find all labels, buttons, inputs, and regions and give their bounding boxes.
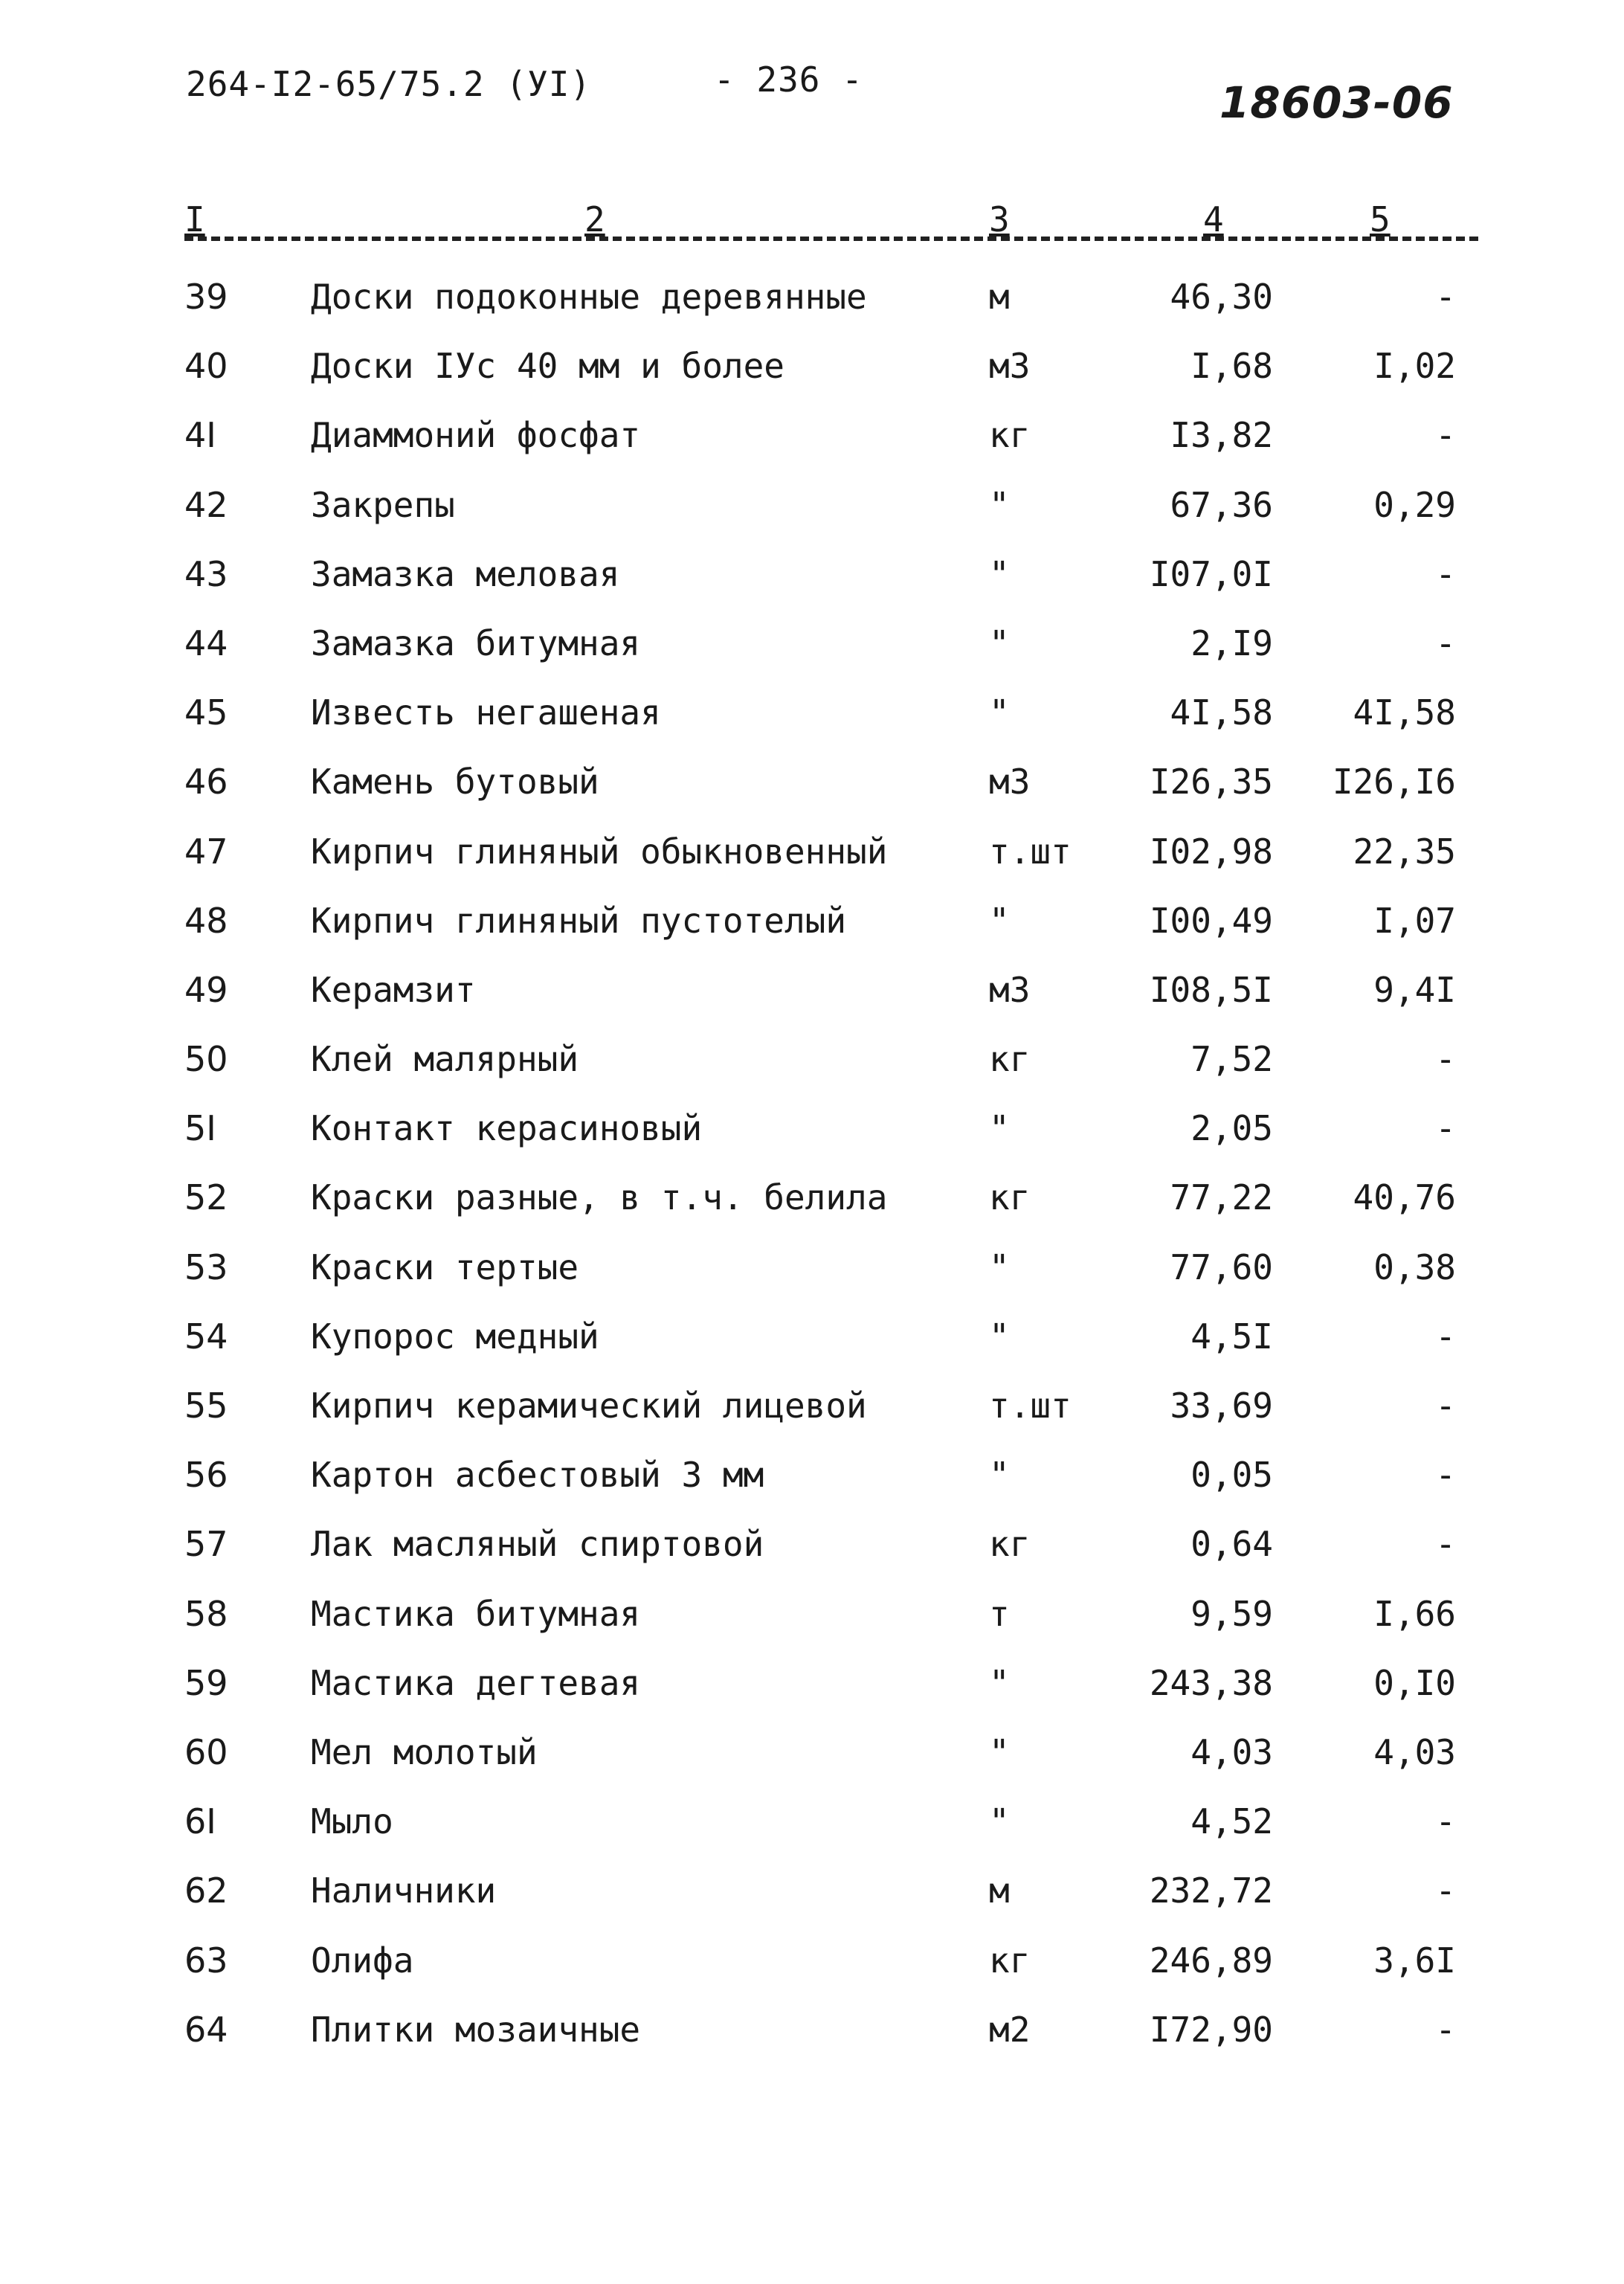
quantity-total: I00,49 bbox=[1149, 900, 1273, 941]
quantity-col5: - bbox=[1435, 415, 1456, 456]
unit: т.шт bbox=[989, 831, 1072, 872]
column-header-5: 5 bbox=[1370, 199, 1391, 239]
material-name: Наличники bbox=[311, 1870, 497, 1911]
quantity-total: 4I,58 bbox=[1170, 692, 1273, 733]
quantity-total: 67,36 bbox=[1170, 484, 1273, 525]
quantity-col5: 3,6I bbox=[1373, 1940, 1456, 1981]
material-name: Мыло bbox=[311, 1801, 393, 1842]
table-row bbox=[0, 1801, 1624, 1870]
material-name: Мастика битумная bbox=[311, 1593, 641, 1634]
table-row bbox=[0, 1455, 1624, 1524]
unit: " bbox=[989, 484, 1010, 525]
row-number: 50 bbox=[184, 1039, 228, 1080]
table-row bbox=[0, 831, 1624, 901]
row-number: 57 bbox=[184, 1524, 228, 1565]
unit: кг bbox=[989, 1940, 1031, 1981]
quantity-col5: - bbox=[1435, 1108, 1456, 1149]
table-row bbox=[0, 554, 1624, 623]
unit: " bbox=[989, 1662, 1010, 1703]
quantity-total: I,68 bbox=[1190, 346, 1273, 387]
unit: кг bbox=[989, 415, 1031, 456]
quantity-total: 0,05 bbox=[1190, 1455, 1273, 1496]
material-name: Доски подоконные деревянные bbox=[311, 277, 867, 317]
quantity-total: 46,30 bbox=[1170, 277, 1273, 317]
unit: " bbox=[989, 553, 1010, 594]
unit: кг bbox=[989, 1039, 1031, 1080]
quantity-total: 7,52 bbox=[1190, 1039, 1273, 1080]
unit: кг bbox=[989, 1524, 1031, 1565]
table-row bbox=[0, 1524, 1624, 1593]
material-name: Известь негашеная bbox=[311, 692, 661, 733]
row-number: 39 bbox=[184, 277, 228, 317]
quantity-col5: - bbox=[1435, 277, 1456, 317]
row-number: 55 bbox=[184, 1386, 228, 1426]
table-row bbox=[0, 277, 1624, 346]
material-name: Лак масляный спиртовой bbox=[311, 1524, 764, 1565]
quantity-col5: - bbox=[1435, 1039, 1456, 1080]
quantity-total: I07,0I bbox=[1149, 553, 1273, 594]
quantity-total: 33,69 bbox=[1170, 1386, 1273, 1426]
quantity-col5: - bbox=[1435, 1455, 1456, 1496]
table-row bbox=[0, 692, 1624, 762]
quantity-col5: - bbox=[1435, 1870, 1456, 1911]
material-name: Замазка битумная bbox=[311, 623, 641, 663]
unit: м bbox=[989, 277, 1010, 317]
row-number: 43 bbox=[184, 553, 228, 594]
row-number: 46 bbox=[184, 762, 228, 802]
material-name: Замазка меловая bbox=[311, 553, 620, 594]
unit: " bbox=[989, 1246, 1010, 1287]
material-name: Кирпич глиняный пустотелый bbox=[311, 900, 847, 941]
sheet-number: 18603-06 bbox=[1219, 77, 1454, 128]
quantity-col5: 9,4I bbox=[1373, 969, 1456, 1010]
quantity-col5: 4I,58 bbox=[1353, 692, 1456, 733]
quantity-col5: 0,29 bbox=[1373, 484, 1456, 525]
table-row bbox=[0, 1594, 1624, 1663]
material-name: Картон асбестовый 3 мм bbox=[311, 1455, 764, 1496]
column-header-3: 3 bbox=[989, 199, 1010, 239]
quantity-total: 246,89 bbox=[1149, 1940, 1273, 1981]
row-number: 48 bbox=[184, 900, 228, 941]
material-name: Мастика дегтевая bbox=[311, 1662, 641, 1703]
quantity-col5: - bbox=[1435, 553, 1456, 594]
quantity-total: 77,22 bbox=[1170, 1177, 1273, 1218]
row-number: 42 bbox=[184, 484, 228, 525]
unit: " bbox=[989, 1316, 1010, 1357]
quantity-col5: 40,76 bbox=[1353, 1177, 1456, 1218]
table-row bbox=[0, 1039, 1624, 1108]
row-number: 4I bbox=[184, 415, 216, 456]
table-row bbox=[0, 1316, 1624, 1386]
quantity-col5: 22,35 bbox=[1353, 831, 1456, 872]
quantity-col5: 0,I0 bbox=[1373, 1662, 1456, 1703]
quantity-total: 0,64 bbox=[1190, 1524, 1273, 1565]
table-row bbox=[0, 485, 1624, 554]
table-row bbox=[0, 346, 1624, 415]
row-number: 59 bbox=[184, 1662, 228, 1703]
quantity-total: 4,5I bbox=[1190, 1316, 1273, 1357]
material-name: Кирпич глиняный обыкновенный bbox=[311, 831, 888, 872]
quantity-col5: 4,03 bbox=[1373, 1731, 1456, 1772]
row-number: 60 bbox=[184, 1731, 228, 1772]
quantity-col5: - bbox=[1435, 1316, 1456, 1357]
quantity-total: I08,5I bbox=[1149, 969, 1273, 1010]
material-name: Контакт керасиновый bbox=[311, 1108, 703, 1149]
unit: " bbox=[989, 1108, 1010, 1149]
quantity-col5: I26,I6 bbox=[1332, 762, 1456, 802]
table-row bbox=[0, 1663, 1624, 1732]
unit: м bbox=[989, 1870, 1010, 1911]
row-number: 52 bbox=[184, 1177, 228, 1218]
quantity-col5: I,07 bbox=[1373, 900, 1456, 941]
quantity-total: 2,I9 bbox=[1190, 623, 1273, 663]
material-name: Доски IУс 40 мм и более bbox=[311, 346, 784, 387]
quantity-total: I72,90 bbox=[1149, 2009, 1273, 2050]
row-number: 54 bbox=[184, 1316, 228, 1357]
table-row bbox=[0, 2010, 1624, 2079]
material-name: Краски тертые bbox=[311, 1246, 579, 1287]
document-code: 264-I2-65/75.2 (УI) bbox=[186, 64, 592, 104]
table-row bbox=[0, 762, 1624, 831]
row-number: 53 bbox=[184, 1246, 228, 1287]
row-number: 5I bbox=[184, 1108, 216, 1149]
quantity-col5: 0,38 bbox=[1373, 1246, 1456, 1287]
row-number: 63 bbox=[184, 1940, 228, 1981]
material-name: Кирпич керамический лицевой bbox=[311, 1386, 867, 1426]
unit: " bbox=[989, 1801, 1010, 1842]
unit: " bbox=[989, 900, 1010, 941]
quantity-col5: - bbox=[1435, 2009, 1456, 2050]
row-number: 64 bbox=[184, 2009, 228, 2050]
material-name: Диаммоний фосфат bbox=[311, 415, 641, 456]
header-divider bbox=[184, 237, 1478, 241]
quantity-col5: - bbox=[1435, 1386, 1456, 1426]
table-row bbox=[0, 1177, 1624, 1246]
table-row bbox=[0, 970, 1624, 1039]
quantity-total: 9,59 bbox=[1190, 1593, 1273, 1634]
column-header-4: 4 bbox=[1203, 199, 1224, 239]
table-row bbox=[0, 415, 1624, 484]
table-row bbox=[0, 1247, 1624, 1316]
table-row bbox=[0, 1108, 1624, 1177]
unit: т bbox=[989, 1593, 1010, 1634]
row-number: 56 bbox=[184, 1455, 228, 1496]
unit: м3 bbox=[989, 969, 1031, 1010]
table-row bbox=[0, 901, 1624, 970]
unit: м2 bbox=[989, 2009, 1031, 2050]
quantity-col5: I,02 bbox=[1373, 346, 1456, 387]
row-number: 49 bbox=[184, 969, 228, 1010]
quantity-total: 4,03 bbox=[1190, 1731, 1273, 1772]
quantity-total: 77,60 bbox=[1170, 1246, 1273, 1287]
row-number: 44 bbox=[184, 623, 228, 663]
quantity-col5: - bbox=[1435, 623, 1456, 663]
material-name: Купорос медный bbox=[311, 1316, 599, 1357]
quantity-total: I3,82 bbox=[1170, 415, 1273, 456]
material-name: Закрепы bbox=[311, 484, 455, 525]
unit: " bbox=[989, 692, 1010, 733]
unit: " bbox=[989, 1731, 1010, 1772]
row-number: 6I bbox=[184, 1801, 216, 1842]
row-number: 62 bbox=[184, 1870, 228, 1911]
unit: м3 bbox=[989, 346, 1031, 387]
quantity-total: 2,05 bbox=[1190, 1108, 1273, 1149]
row-number: 58 bbox=[184, 1593, 228, 1634]
row-number: 40 bbox=[184, 346, 228, 387]
page-number: - 236 - bbox=[714, 59, 863, 100]
table-row bbox=[0, 1870, 1624, 1940]
quantity-total: I26,35 bbox=[1149, 762, 1273, 802]
material-name: Мел молотый bbox=[311, 1731, 538, 1772]
material-name: Керамзит bbox=[311, 969, 476, 1010]
quantity-total: 232,72 bbox=[1149, 1870, 1273, 1911]
material-name: Камень бутовый bbox=[311, 762, 599, 802]
unit: т.шт bbox=[989, 1386, 1072, 1426]
table-row bbox=[0, 623, 1624, 692]
row-number: 47 bbox=[184, 831, 228, 872]
quantity-col5: - bbox=[1435, 1524, 1456, 1565]
unit: кг bbox=[989, 1177, 1031, 1218]
row-number: 45 bbox=[184, 692, 228, 733]
quantity-total: 4,52 bbox=[1190, 1801, 1273, 1842]
table-row bbox=[0, 1386, 1624, 1455]
unit: " bbox=[989, 1455, 1010, 1496]
material-name: Клей малярный bbox=[311, 1039, 579, 1080]
material-name: Олифа bbox=[311, 1940, 414, 1981]
unit: " bbox=[989, 623, 1010, 663]
table-row bbox=[0, 1940, 1624, 2010]
unit: м3 bbox=[989, 762, 1031, 802]
quantity-total: 243,38 bbox=[1149, 1662, 1273, 1703]
table-row bbox=[0, 1732, 1624, 1801]
quantity-col5: - bbox=[1435, 1801, 1456, 1842]
column-header-2: 2 bbox=[584, 199, 605, 239]
material-name: Плитки мозаичные bbox=[311, 2009, 641, 2050]
materials-table bbox=[0, 277, 1624, 2079]
quantity-total: I02,98 bbox=[1149, 831, 1273, 872]
column-header-1: I bbox=[184, 199, 205, 239]
material-name: Краски разные, в т.ч. белила bbox=[311, 1177, 888, 1218]
quantity-col5: I,66 bbox=[1373, 1593, 1456, 1634]
